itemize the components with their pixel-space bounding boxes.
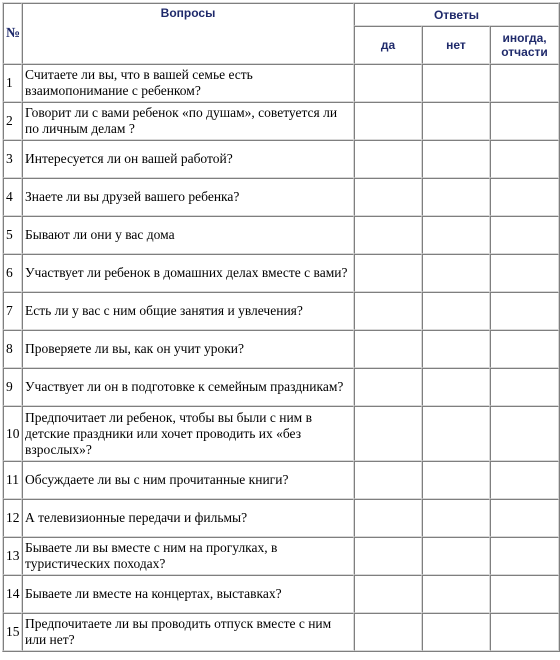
question-text: Считаете ли вы, что в вашей семье есть взаимопонимание с ребенком? bbox=[22, 64, 354, 102]
table-row bbox=[3, 178, 559, 216]
answer-no-cell[interactable] bbox=[422, 102, 490, 140]
question-text: Есть ли у вас с ним общие занятия и увлечения? bbox=[22, 292, 354, 330]
answer-sometimes-cell[interactable] bbox=[490, 537, 559, 575]
answer-sometimes-cell[interactable] bbox=[490, 613, 559, 651]
row-number: 12 bbox=[3, 499, 22, 537]
table-row bbox=[3, 613, 559, 651]
row-number: 13 bbox=[3, 537, 22, 575]
answer-no-cell[interactable] bbox=[422, 499, 490, 537]
answer-yes-header: да bbox=[354, 26, 422, 64]
answer-yes-cell[interactable] bbox=[354, 216, 422, 254]
row-number: 1 bbox=[3, 64, 22, 102]
question-text: Предпочитаете ли вы проводить отпуск вместе с ним или нет? bbox=[22, 613, 354, 651]
answer-sometimes-cell[interactable] bbox=[490, 292, 559, 330]
answer-yes-cell[interactable] bbox=[354, 537, 422, 575]
row-number: 9 bbox=[3, 368, 22, 406]
answer-yes-cell[interactable] bbox=[354, 178, 422, 216]
answer-sometimes-cell[interactable] bbox=[490, 461, 559, 499]
question-text: Говорит ли с вами ребенок «по душам», советуется ли по личным делам ? bbox=[22, 102, 354, 140]
table-row bbox=[3, 575, 559, 613]
answer-yes-cell[interactable] bbox=[354, 406, 422, 461]
table-row bbox=[3, 140, 559, 178]
table-row bbox=[3, 254, 559, 292]
row-number: 15 bbox=[3, 613, 22, 651]
answer-yes-cell[interactable] bbox=[354, 64, 422, 102]
answer-sometimes-cell[interactable] bbox=[490, 499, 559, 537]
answer-sometimes-header: иногда, отчасти bbox=[490, 26, 559, 64]
question-text: Бывают ли они у вас дома bbox=[22, 216, 354, 254]
question-text: Интересуется ли он вашей работой? bbox=[22, 140, 354, 178]
row-number: 6 bbox=[3, 254, 22, 292]
question-text: Предпочитает ли ребенок, чтобы вы были с ним в детские праздники или хочет проводить их «без взрослых»? bbox=[22, 406, 354, 461]
answer-no-cell[interactable] bbox=[422, 254, 490, 292]
answer-no-cell[interactable] bbox=[422, 368, 490, 406]
question-text: Бываете ли вы вместе с ним на прогулках, в туристических походах? bbox=[22, 537, 354, 575]
answer-no-cell[interactable] bbox=[422, 461, 490, 499]
answer-no-cell[interactable] bbox=[422, 330, 490, 368]
answer-sometimes-cell[interactable] bbox=[490, 330, 559, 368]
question-text: А телевизионные передачи и фильмы? bbox=[22, 499, 354, 537]
answer-sometimes-cell[interactable] bbox=[490, 140, 559, 178]
answer-yes-cell[interactable] bbox=[354, 102, 422, 140]
answer-yes-cell[interactable] bbox=[354, 292, 422, 330]
answer-sometimes-cell[interactable] bbox=[490, 406, 559, 461]
row-number: 11 bbox=[3, 461, 22, 499]
row-number: 3 bbox=[3, 140, 22, 178]
answer-sometimes-cell[interactable] bbox=[490, 216, 559, 254]
answer-yes-cell[interactable] bbox=[354, 254, 422, 292]
table-row bbox=[3, 461, 559, 499]
answer-sometimes-cell[interactable] bbox=[490, 102, 559, 140]
row-number: 7 bbox=[3, 292, 22, 330]
answer-yes-cell[interactable] bbox=[354, 368, 422, 406]
question-text: Проверяете ли вы, как он учит уроки? bbox=[22, 330, 354, 368]
answer-no-cell[interactable] bbox=[422, 537, 490, 575]
answer-no-header: нет bbox=[422, 26, 490, 64]
answer-no-cell[interactable] bbox=[422, 216, 490, 254]
answer-sometimes-cell[interactable] bbox=[490, 64, 559, 102]
question-text: Участвует ли ребенок в домашних делах вместе с вами? bbox=[22, 254, 354, 292]
row-number: 8 bbox=[3, 330, 22, 368]
answer-no-cell[interactable] bbox=[422, 140, 490, 178]
question-text: Обсуждаете ли вы с ним прочитанные книги? bbox=[22, 461, 354, 499]
answer-yes-cell[interactable] bbox=[354, 461, 422, 499]
answer-sometimes-cell[interactable] bbox=[490, 368, 559, 406]
answer-sometimes-cell[interactable] bbox=[490, 575, 559, 613]
answer-sometimes-cell[interactable] bbox=[490, 254, 559, 292]
table-row bbox=[3, 537, 559, 575]
answer-no-cell[interactable] bbox=[422, 406, 490, 461]
answer-sometimes-cell[interactable] bbox=[490, 178, 559, 216]
answer-yes-cell[interactable] bbox=[354, 575, 422, 613]
row-number: 2 bbox=[3, 102, 22, 140]
answer-no-cell[interactable] bbox=[422, 292, 490, 330]
questionnaire-table bbox=[2, 2, 560, 652]
number-column-header: № bbox=[3, 3, 22, 64]
questions-column-header: Вопросы bbox=[22, 3, 354, 64]
answers-column-header: Ответы bbox=[354, 3, 559, 26]
question-text: Участвует ли он в подготовке к семейным праздникам? bbox=[22, 368, 354, 406]
table-row bbox=[3, 368, 559, 406]
table-row bbox=[3, 102, 559, 140]
answer-yes-cell[interactable] bbox=[354, 330, 422, 368]
answer-no-cell[interactable] bbox=[422, 64, 490, 102]
questionnaire bbox=[2, 2, 560, 652]
table-row bbox=[3, 330, 559, 368]
answer-no-cell[interactable] bbox=[422, 613, 490, 651]
row-number: 5 bbox=[3, 216, 22, 254]
table-row bbox=[3, 499, 559, 537]
table-row bbox=[3, 216, 559, 254]
table-row bbox=[3, 64, 559, 102]
answer-yes-cell[interactable] bbox=[354, 140, 422, 178]
answer-yes-cell[interactable] bbox=[354, 499, 422, 537]
answer-no-cell[interactable] bbox=[422, 575, 490, 613]
row-number: 4 bbox=[3, 178, 22, 216]
question-text: Знаете ли вы друзей вашего ребенка? bbox=[22, 178, 354, 216]
row-number: 14 bbox=[3, 575, 22, 613]
table-row bbox=[3, 292, 559, 330]
row-number: 10 bbox=[3, 406, 22, 461]
answer-no-cell[interactable] bbox=[422, 178, 490, 216]
question-text: Бываете ли вместе на концертах, выставках? bbox=[22, 575, 354, 613]
answer-yes-cell[interactable] bbox=[354, 613, 422, 651]
table-row bbox=[3, 406, 559, 461]
